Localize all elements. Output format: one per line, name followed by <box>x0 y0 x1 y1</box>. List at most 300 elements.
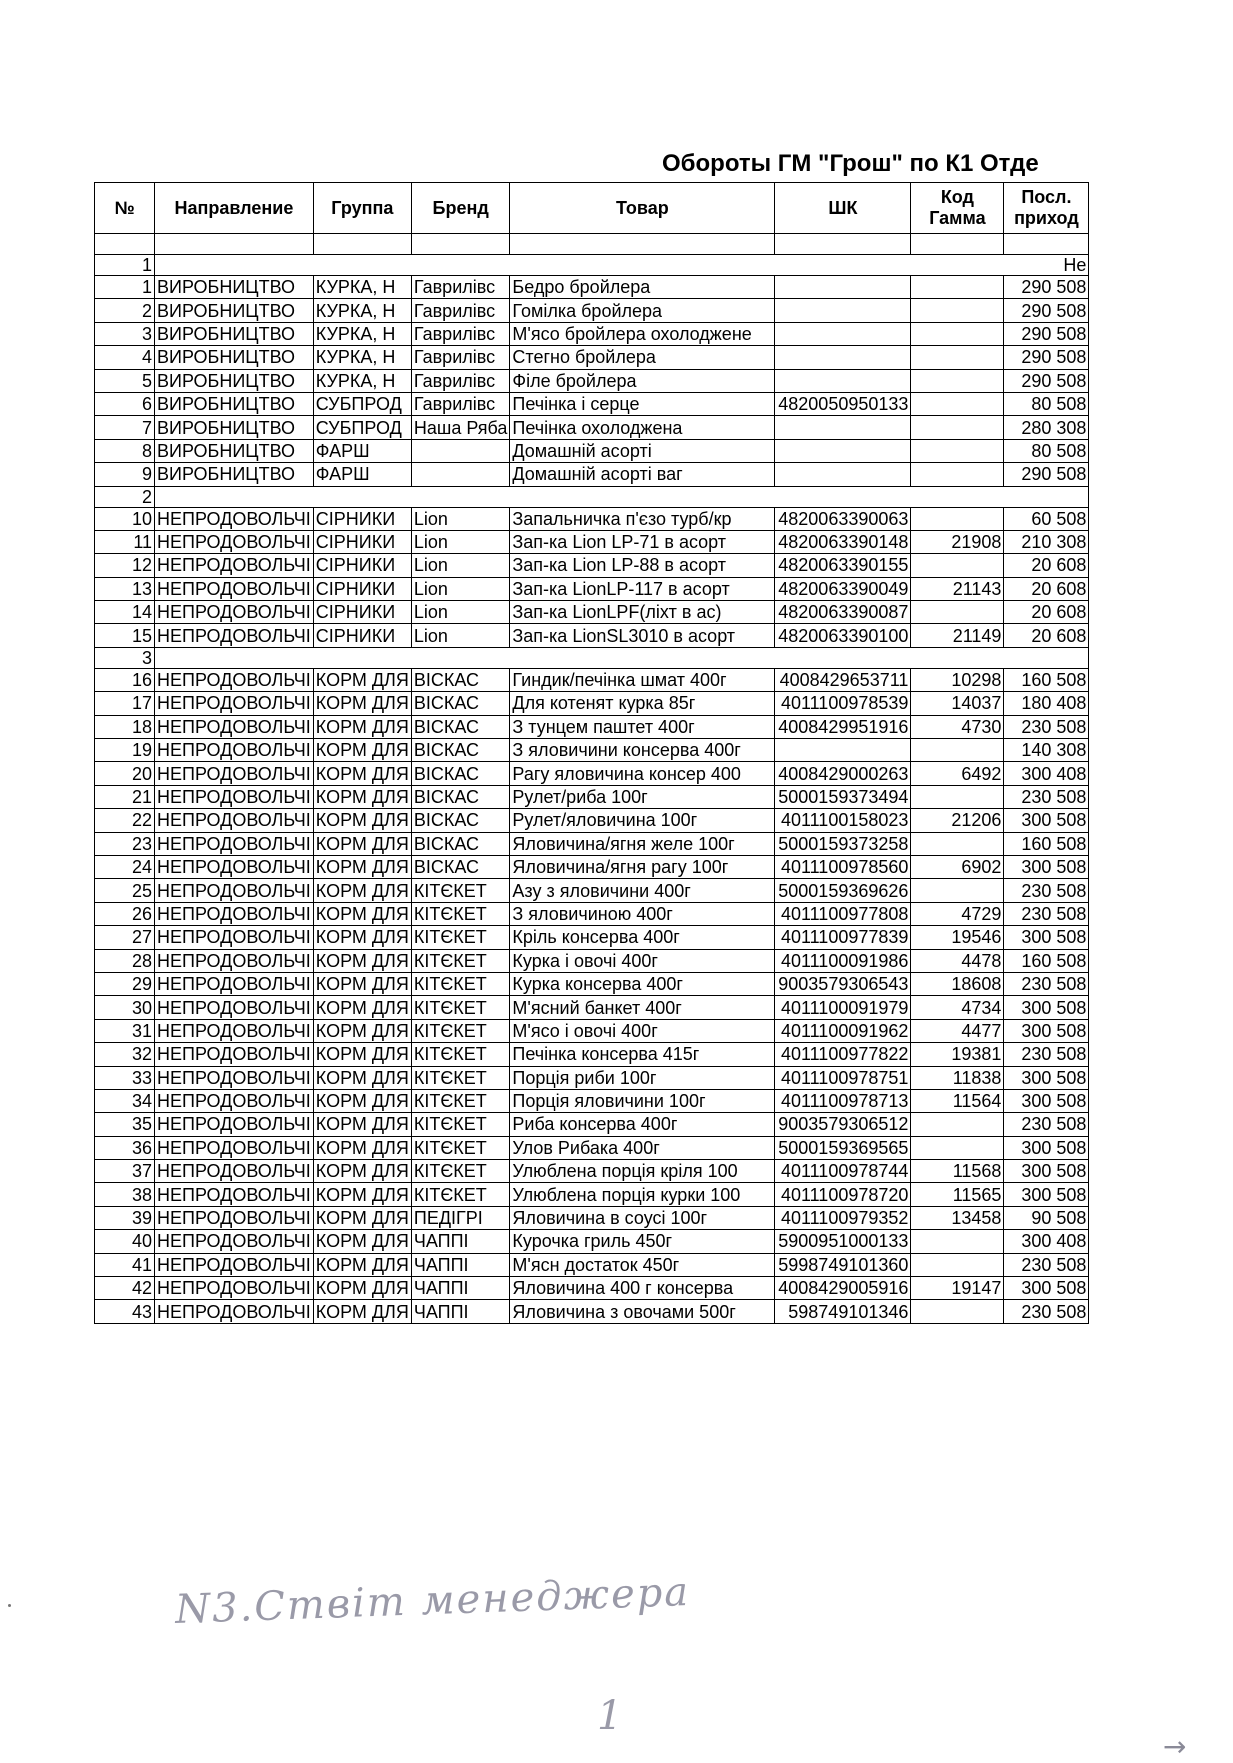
group-cell: КОРМ ДЛЯ <box>313 855 411 878</box>
row-number: 37 <box>95 1160 155 1183</box>
row-number: 21 <box>95 785 155 808</box>
item-cell: Рулет/риба 100г <box>510 785 775 808</box>
table-row <box>95 392 1089 415</box>
barcode-cell: 4011100977839 <box>775 926 911 949</box>
item-cell: Яловичина в соусі 100г <box>510 1206 775 1229</box>
brand-cell: КІТЄКЕТ <box>411 949 510 972</box>
direction-cell: НЕПРОДОВОЛЬЧІ <box>155 624 314 647</box>
group-cell: КОРМ ДЛЯ <box>313 692 411 715</box>
group-cell: КОРМ ДЛЯ <box>313 762 411 785</box>
brand-cell: Наша Ряба <box>411 416 510 439</box>
brand-cell: КІТЄКЕТ <box>411 1019 510 1042</box>
turnover-table <box>94 182 1089 1324</box>
table-row <box>95 1066 1089 1089</box>
item-cell: Зап-ка LionLPF(ліхт в ас) <box>510 601 775 624</box>
last-receipt-cell: 160 508 <box>1004 668 1089 691</box>
table-row <box>95 668 1089 691</box>
row-number: 43 <box>95 1300 155 1323</box>
group-cell: КОРМ ДЛЯ <box>313 1066 411 1089</box>
direction-cell: НЕПРОДОВОЛЬЧІ <box>155 1206 314 1229</box>
gamma-code-cell <box>911 554 1004 577</box>
brand-cell: КІТЄКЕТ <box>411 1113 510 1136</box>
item-cell: Печінка консерва 415г <box>510 1043 775 1066</box>
row-number: 10 <box>95 507 155 530</box>
direction-cell: НЕПРОДОВОЛЬЧІ <box>155 1230 314 1253</box>
item-cell: Філе бройлера <box>510 369 775 392</box>
group-cell: СІРНИКИ <box>313 577 411 600</box>
group-cell: КУРКА, Н <box>313 299 411 322</box>
group-cell: СІРНИКИ <box>313 601 411 624</box>
gamma-code-cell: 21206 <box>911 809 1004 832</box>
table-row <box>95 1113 1089 1136</box>
item-cell: Порція яловичини 100г <box>510 1089 775 1112</box>
brand-cell: Гаврилівс <box>411 346 510 369</box>
group-cell: КОРМ ДЛЯ <box>313 902 411 925</box>
table-row <box>95 1136 1089 1159</box>
group-cell: КОРМ ДЛЯ <box>313 949 411 972</box>
group-cell: СІРНИКИ <box>313 554 411 577</box>
row-number: 41 <box>95 1253 155 1276</box>
table-row <box>95 554 1089 577</box>
direction-cell: НЕПРОДОВОЛЬЧІ <box>155 1253 314 1276</box>
barcode-cell: 9003579306543 <box>775 972 911 995</box>
barcode-cell: 4820063390155 <box>775 554 911 577</box>
row-number: 7 <box>95 416 155 439</box>
item-cell: Печінка і серце <box>510 392 775 415</box>
direction-cell: НЕПРОДОВОЛЬЧІ <box>155 785 314 808</box>
last-receipt-cell: 180 408 <box>1004 692 1089 715</box>
row-number: 11 <box>95 530 155 553</box>
barcode-cell: 5000159369626 <box>775 879 911 902</box>
row-number: 25 <box>95 879 155 902</box>
direction-cell: ВИРОБНИЦТВО <box>155 416 314 439</box>
brand-cell: ВІСКАС <box>411 739 510 762</box>
last-receipt-cell: 90 508 <box>1004 1206 1089 1229</box>
item-cell: З тунцем паштет 400г <box>510 715 775 738</box>
gamma-code-cell <box>911 299 1004 322</box>
item-cell: М'ясо бройлера охолоджене <box>510 322 775 345</box>
last-receipt-cell: 300 508 <box>1004 996 1089 1019</box>
direction-cell: НЕПРОДОВОЛЬЧІ <box>155 926 314 949</box>
last-receipt-cell: 300 508 <box>1004 1136 1089 1159</box>
gamma-code-cell <box>911 369 1004 392</box>
row-number: 16 <box>95 668 155 691</box>
gamma-code-cell: 4478 <box>911 949 1004 972</box>
row-number: 33 <box>95 1066 155 1089</box>
last-receipt-cell: 300 508 <box>1004 1160 1089 1183</box>
document-title: Обороты ГМ "Грош" по К1 Отде <box>662 150 1039 177</box>
table-row <box>95 1230 1089 1253</box>
group-cell: СІРНИКИ <box>313 530 411 553</box>
group-cell: КОРМ ДЛЯ <box>313 832 411 855</box>
group-cell: КОРМ ДЛЯ <box>313 996 411 1019</box>
brand-cell: КІТЄКЕТ <box>411 879 510 902</box>
direction-cell: НЕПРОДОВОЛЬЧІ <box>155 809 314 832</box>
item-cell: З яловичиною 400г <box>510 902 775 925</box>
table-row <box>95 1300 1089 1323</box>
gamma-code-cell <box>911 463 1004 486</box>
group-cell: КОРМ ДЛЯ <box>313 809 411 832</box>
barcode-cell <box>775 346 911 369</box>
last-receipt-cell: 230 508 <box>1004 902 1089 925</box>
table-row <box>95 1206 1089 1229</box>
blank-row <box>95 234 1089 255</box>
direction-cell: ВИРОБНИЦТВО <box>155 369 314 392</box>
barcode-cell: 4008429005916 <box>775 1277 911 1300</box>
last-receipt-cell: 290 508 <box>1004 322 1089 345</box>
item-cell: Порція риби 100г <box>510 1066 775 1089</box>
brand-cell: ВІСКАС <box>411 762 510 785</box>
group-number: 1 <box>95 255 155 276</box>
table-body <box>95 234 1089 1324</box>
barcode-cell <box>775 739 911 762</box>
row-number: 5 <box>95 369 155 392</box>
table-row <box>95 832 1089 855</box>
gamma-code-cell: 11568 <box>911 1160 1004 1183</box>
group-cell: КОРМ ДЛЯ <box>313 972 411 995</box>
barcode-cell: 4011100978560 <box>775 855 911 878</box>
last-receipt-cell: 80 508 <box>1004 392 1089 415</box>
brand-cell: КІТЄКЕТ <box>411 1136 510 1159</box>
group-cell: КУРКА, Н <box>313 276 411 299</box>
group-cell: КОРМ ДЛЯ <box>313 1206 411 1229</box>
last-receipt-cell: 290 508 <box>1004 276 1089 299</box>
item-cell: Гиндик/печінка шмат 400г <box>510 668 775 691</box>
barcode-cell: 4011100091986 <box>775 949 911 972</box>
group-number: 2 <box>95 486 155 507</box>
gamma-code-cell <box>911 1113 1004 1136</box>
brand-cell: КІТЄКЕТ <box>411 1089 510 1112</box>
direction-cell: НЕПРОДОВОЛЬЧІ <box>155 1066 314 1089</box>
direction-cell: НЕПРОДОВОЛЬЧІ <box>155 1019 314 1042</box>
group-cell: ФАРШ <box>313 463 411 486</box>
barcode-cell: 5000159369565 <box>775 1136 911 1159</box>
last-receipt-cell: 230 508 <box>1004 1043 1089 1066</box>
gamma-code-cell: 6492 <box>911 762 1004 785</box>
gamma-code-cell <box>911 322 1004 345</box>
group-number: 3 <box>95 647 155 668</box>
col-header-direction: Направление <box>155 183 314 234</box>
group-row-note <box>155 486 1089 507</box>
last-receipt-cell: 280 308 <box>1004 416 1089 439</box>
group-cell: ФАРШ <box>313 439 411 462</box>
scan-speck <box>8 1604 11 1607</box>
col-header-last-receipt: Посл. приход <box>1004 183 1089 234</box>
gamma-code-cell: 18608 <box>911 972 1004 995</box>
last-receipt-cell: 300 408 <box>1004 1230 1089 1253</box>
barcode-cell: 5998749101360 <box>775 1253 911 1276</box>
row-number: 32 <box>95 1043 155 1066</box>
gamma-code-cell: 21143 <box>911 577 1004 600</box>
brand-cell: КІТЄКЕТ <box>411 996 510 1019</box>
row-number: 9 <box>95 463 155 486</box>
barcode-cell: 5000159373258 <box>775 832 911 855</box>
barcode-cell: 4011100978713 <box>775 1089 911 1112</box>
item-cell: М'ясний банкет 400г <box>510 996 775 1019</box>
brand-cell: Гаврилівс <box>411 392 510 415</box>
item-cell: Бедро бройлера <box>510 276 775 299</box>
table-row <box>95 346 1089 369</box>
table-row <box>95 299 1089 322</box>
last-receipt-cell: 300 508 <box>1004 1183 1089 1206</box>
item-cell: Улов Рибака 400г <box>510 1136 775 1159</box>
group-cell: КОРМ ДЛЯ <box>313 715 411 738</box>
row-number: 35 <box>95 1113 155 1136</box>
group-cell: КОРМ ДЛЯ <box>313 926 411 949</box>
direction-cell: НЕПРОДОВОЛЬЧІ <box>155 762 314 785</box>
barcode-cell: 4008429000263 <box>775 762 911 785</box>
item-cell: Зап-ка Lion LP-88 в асорт <box>510 554 775 577</box>
last-receipt-cell: 230 508 <box>1004 972 1089 995</box>
last-receipt-cell: 290 508 <box>1004 346 1089 369</box>
table-row <box>95 1183 1089 1206</box>
gamma-code-cell: 19381 <box>911 1043 1004 1066</box>
barcode-cell: 4011100091979 <box>775 996 911 1019</box>
last-receipt-cell: 160 508 <box>1004 949 1089 972</box>
last-receipt-cell: 60 508 <box>1004 507 1089 530</box>
table-row <box>95 416 1089 439</box>
barcode-cell: 4008429951916 <box>775 715 911 738</box>
row-number: 24 <box>95 855 155 878</box>
col-header-group: Группа <box>313 183 411 234</box>
gamma-code-cell: 11564 <box>911 1089 1004 1112</box>
direction-cell: ВИРОБНИЦТВО <box>155 322 314 345</box>
group-cell: КОРМ ДЛЯ <box>313 1113 411 1136</box>
item-cell: Риба консерва 400г <box>510 1113 775 1136</box>
brand-cell: КІТЄКЕТ <box>411 1043 510 1066</box>
table-row <box>95 530 1089 553</box>
barcode-cell: 5000159373494 <box>775 785 911 808</box>
table-header-row <box>95 183 1089 234</box>
col-header-brand: Бренд <box>411 183 510 234</box>
handwritten-note: N3.Ствіт менеджера <box>174 1569 691 1633</box>
group-cell: КУРКА, Н <box>313 322 411 345</box>
row-number: 30 <box>95 996 155 1019</box>
item-cell: Азу з яловичини 400г <box>510 879 775 902</box>
last-receipt-cell: 300 508 <box>1004 926 1089 949</box>
last-receipt-cell: 230 508 <box>1004 879 1089 902</box>
row-number: 15 <box>95 624 155 647</box>
direction-cell: НЕПРОДОВОЛЬЧІ <box>155 902 314 925</box>
brand-cell: ВІСКАС <box>411 809 510 832</box>
row-number: 31 <box>95 1019 155 1042</box>
row-number: 38 <box>95 1183 155 1206</box>
item-cell: Курка консерва 400г <box>510 972 775 995</box>
last-receipt-cell: 20 608 <box>1004 554 1089 577</box>
barcode-cell <box>775 463 911 486</box>
col-header-barcode: ШК <box>775 183 911 234</box>
direction-cell: НЕПРОДОВОЛЬЧІ <box>155 739 314 762</box>
brand-cell: ВІСКАС <box>411 832 510 855</box>
table-row <box>95 785 1089 808</box>
row-number: 20 <box>95 762 155 785</box>
row-number: 34 <box>95 1089 155 1112</box>
item-cell: З яловичини консерва 400г <box>510 739 775 762</box>
last-receipt-cell: 230 508 <box>1004 785 1089 808</box>
gamma-code-cell <box>911 507 1004 530</box>
group-cell: СІРНИКИ <box>313 624 411 647</box>
barcode-cell <box>775 416 911 439</box>
brand-cell: ВІСКАС <box>411 785 510 808</box>
item-cell: Яловичина/ягня рагу 100г <box>510 855 775 878</box>
gamma-code-cell: 6902 <box>911 855 1004 878</box>
item-cell: Зап-ка LionSL3010 в асорт <box>510 624 775 647</box>
row-number: 22 <box>95 809 155 832</box>
group-cell: КОРМ ДЛЯ <box>313 1136 411 1159</box>
group-cell: КОРМ ДЛЯ <box>313 1043 411 1066</box>
row-number: 12 <box>95 554 155 577</box>
row-number: 3 <box>95 322 155 345</box>
direction-cell: НЕПРОДОВОЛЬЧІ <box>155 601 314 624</box>
direction-cell: НЕПРОДОВОЛЬЧІ <box>155 715 314 738</box>
direction-cell: НЕПРОДОВОЛЬЧІ <box>155 972 314 995</box>
table-row <box>95 762 1089 785</box>
gamma-code-cell: 4729 <box>911 902 1004 925</box>
gamma-code-cell: 4734 <box>911 996 1004 1019</box>
item-cell: Зап-ка Lion LP-71 в асорт <box>510 530 775 553</box>
group-cell: КОРМ ДЛЯ <box>313 1300 411 1323</box>
table-row <box>95 322 1089 345</box>
group-row <box>95 647 1089 668</box>
brand-cell: КІТЄКЕТ <box>411 972 510 995</box>
barcode-cell <box>775 369 911 392</box>
group-row-note <box>155 647 1089 668</box>
direction-cell: НЕПРОДОВОЛЬЧІ <box>155 554 314 577</box>
direction-cell: НЕПРОДОВОЛЬЧІ <box>155 1277 314 1300</box>
barcode-cell: 4011100979352 <box>775 1206 911 1229</box>
gamma-code-cell <box>911 879 1004 902</box>
brand-cell: КІТЄКЕТ <box>411 902 510 925</box>
row-number: 29 <box>95 972 155 995</box>
barcode-cell: 4820063390049 <box>775 577 911 600</box>
gamma-code-cell <box>911 785 1004 808</box>
gamma-code-cell <box>911 1230 1004 1253</box>
table-row <box>95 972 1089 995</box>
table-row <box>95 1043 1089 1066</box>
row-number: 27 <box>95 926 155 949</box>
group-cell: КУРКА, Н <box>313 369 411 392</box>
row-number: 18 <box>95 715 155 738</box>
brand-cell <box>411 463 510 486</box>
table-row <box>95 996 1089 1019</box>
item-cell: Домашній асорті <box>510 439 775 462</box>
row-number: 17 <box>95 692 155 715</box>
direction-cell: ВИРОБНИЦТВО <box>155 299 314 322</box>
item-cell: Кріль консерва 400г <box>510 926 775 949</box>
direction-cell: НЕПРОДОВОЛЬЧІ <box>155 577 314 600</box>
item-cell: Рагу яловичина консер 400 <box>510 762 775 785</box>
row-number: 23 <box>95 832 155 855</box>
table-row <box>95 692 1089 715</box>
barcode-cell <box>775 276 911 299</box>
gamma-code-cell: 10298 <box>911 668 1004 691</box>
item-cell: Улюблена порція кріля 100 <box>510 1160 775 1183</box>
brand-cell: ВІСКАС <box>411 855 510 878</box>
table-row <box>95 855 1089 878</box>
gamma-code-cell: 19147 <box>911 1277 1004 1300</box>
direction-cell: НЕПРОДОВОЛЬЧІ <box>155 855 314 878</box>
table-row <box>95 439 1089 462</box>
group-cell: КОРМ ДЛЯ <box>313 668 411 691</box>
brand-cell: ЧАППІ <box>411 1230 510 1253</box>
brand-cell: Гаврилівс <box>411 276 510 299</box>
brand-cell: Lion <box>411 507 510 530</box>
brand-cell: Гаврилівс <box>411 322 510 345</box>
col-header-item: Товар <box>510 183 775 234</box>
direction-cell: НЕПРОДОВОЛЬЧІ <box>155 1043 314 1066</box>
gamma-code-cell <box>911 739 1004 762</box>
gamma-code-cell <box>911 276 1004 299</box>
row-number: 28 <box>95 949 155 972</box>
gamma-code-cell <box>911 1300 1004 1323</box>
last-receipt-cell: 300 508 <box>1004 1089 1089 1112</box>
last-receipt-cell: 300 408 <box>1004 762 1089 785</box>
brand-cell: Lion <box>411 624 510 647</box>
group-cell: СУБПРОД <box>313 416 411 439</box>
group-cell: КОРМ ДЛЯ <box>313 1277 411 1300</box>
group-cell: СУБПРОД <box>313 392 411 415</box>
barcode-cell: 4820050950133 <box>775 392 911 415</box>
barcode-cell: 9003579306512 <box>775 1113 911 1136</box>
item-cell: Домашній асорті ваг <box>510 463 775 486</box>
last-receipt-cell: 20 608 <box>1004 601 1089 624</box>
last-receipt-cell: 20 608 <box>1004 577 1089 600</box>
barcode-cell: 5900951000133 <box>775 1230 911 1253</box>
item-cell: Гомілка бройлера <box>510 299 775 322</box>
brand-cell: ЧАППІ <box>411 1253 510 1276</box>
brand-cell: Lion <box>411 530 510 553</box>
gamma-code-cell: 11838 <box>911 1066 1004 1089</box>
last-receipt-cell: 230 508 <box>1004 1113 1089 1136</box>
group-cell: КОРМ ДЛЯ <box>313 1019 411 1042</box>
handwritten-arrow: → <box>1163 1730 1187 1763</box>
direction-cell: НЕПРОДОВОЛЬЧІ <box>155 879 314 902</box>
table-row <box>95 601 1089 624</box>
table-row <box>95 879 1089 902</box>
row-number: 14 <box>95 601 155 624</box>
row-number: 39 <box>95 1206 155 1229</box>
group-cell: КУРКА, Н <box>313 346 411 369</box>
barcode-cell: 4820063390063 <box>775 507 911 530</box>
barcode-cell <box>775 299 911 322</box>
brand-cell: ЧАППІ <box>411 1300 510 1323</box>
barcode-cell: 598749101346 <box>775 1300 911 1323</box>
brand-cell: ЧАППІ <box>411 1277 510 1300</box>
gamma-code-cell: 11565 <box>911 1183 1004 1206</box>
direction-cell: НЕПРОДОВОЛЬЧІ <box>155 996 314 1019</box>
last-receipt-cell: 230 508 <box>1004 715 1089 738</box>
brand-cell: Lion <box>411 554 510 577</box>
group-cell: КОРМ ДЛЯ <box>313 879 411 902</box>
item-cell: М'ясн достаток 450г <box>510 1253 775 1276</box>
gamma-code-cell <box>911 439 1004 462</box>
direction-cell: НЕПРОДОВОЛЬЧІ <box>155 1183 314 1206</box>
last-receipt-cell: 210 308 <box>1004 530 1089 553</box>
last-receipt-cell: 80 508 <box>1004 439 1089 462</box>
direction-cell: НЕПРОДОВОЛЬЧІ <box>155 692 314 715</box>
handwritten-page-number: 1 <box>597 1693 623 1739</box>
last-receipt-cell: 300 508 <box>1004 1066 1089 1089</box>
table-row <box>95 739 1089 762</box>
table-row <box>95 715 1089 738</box>
brand-cell: КІТЄКЕТ <box>411 1183 510 1206</box>
last-receipt-cell: 300 508 <box>1004 1019 1089 1042</box>
direction-cell: НЕПРОДОВОЛЬЧІ <box>155 1300 314 1323</box>
brand-cell: Lion <box>411 601 510 624</box>
table-row <box>95 463 1089 486</box>
item-cell: Стегно бройлера <box>510 346 775 369</box>
last-receipt-cell: 300 508 <box>1004 1277 1089 1300</box>
